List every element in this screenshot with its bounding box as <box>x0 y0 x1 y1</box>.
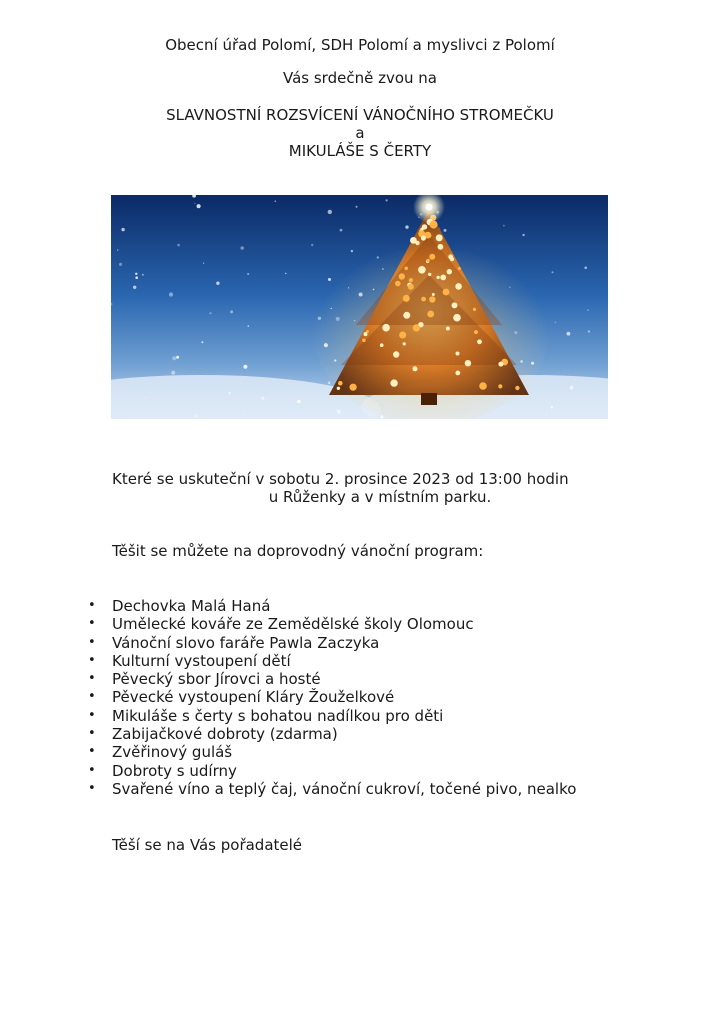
invite-line: Vás srdečně zvou na <box>283 69 437 87</box>
list-item: • Zvěřinový guláš <box>88 743 233 762</box>
list-item: • Vánoční slovo faráře Pawla Zaczyka <box>88 633 380 652</box>
christmas-tree-image <box>111 195 608 419</box>
closing-line: Těší se na Vás pořadatelé <box>112 836 303 854</box>
bullet-icon: • <box>88 671 96 687</box>
bullet-icon: • <box>88 780 96 796</box>
list-item: • Umělecké kováře ze Zemědělské školy Olomouc <box>88 615 474 634</box>
list-item: • Pěvecké vystoupení Kláry Žouželkové <box>88 688 395 707</box>
bullet-icon: • <box>88 689 96 705</box>
event-location: u Růženky a v místním parku. <box>268 488 492 506</box>
event-title-line1: SLAVNOSTNÍ ROZSVÍCENÍ VÁNOČNÍHO STROMEČKU <box>166 106 554 124</box>
bullet-icon: • <box>88 634 96 650</box>
event-title-conjunction: a <box>355 124 365 142</box>
list-item: • Svařené víno a teplý čaj, vánoční cukroví, točené pivo, nealko <box>88 779 577 798</box>
bullet-icon: • <box>88 652 96 668</box>
bullet-icon: • <box>88 744 96 760</box>
bullet-icon: • <box>88 707 96 723</box>
list-item: • Dobroty s udírny <box>88 761 237 780</box>
program-list <box>88 597 576 798</box>
program-intro: Těšit se můžete na doprovodný vánoční program: <box>112 542 484 560</box>
bullet-icon: • <box>88 616 96 632</box>
list-item: • Mikuláše s čerty s bohatou nadílkou pro děti <box>88 706 444 725</box>
bullet-icon: • <box>88 726 96 742</box>
bullet-icon: • <box>88 598 96 613</box>
event-datetime: Které se uskuteční v sobotu 2. prosince 2023 od 13:00 hodin <box>112 470 569 488</box>
event-title-line2: MIKULÁŠE S ČERTY <box>288 142 432 160</box>
list-item: • Dechovka Malá Haná <box>88 597 271 615</box>
organizers-line: Obecní úřad Polomí, SDH Polomí a myslivci z Polomí <box>165 36 555 54</box>
list-item: • Pěvecký sbor Jírovci a hosté <box>88 670 321 689</box>
bullet-icon: • <box>88 762 96 778</box>
list-item: • Kulturní vystoupení dětí <box>88 651 291 670</box>
list-item: • Zabijačkové dobroty (zdarma) <box>88 725 338 744</box>
